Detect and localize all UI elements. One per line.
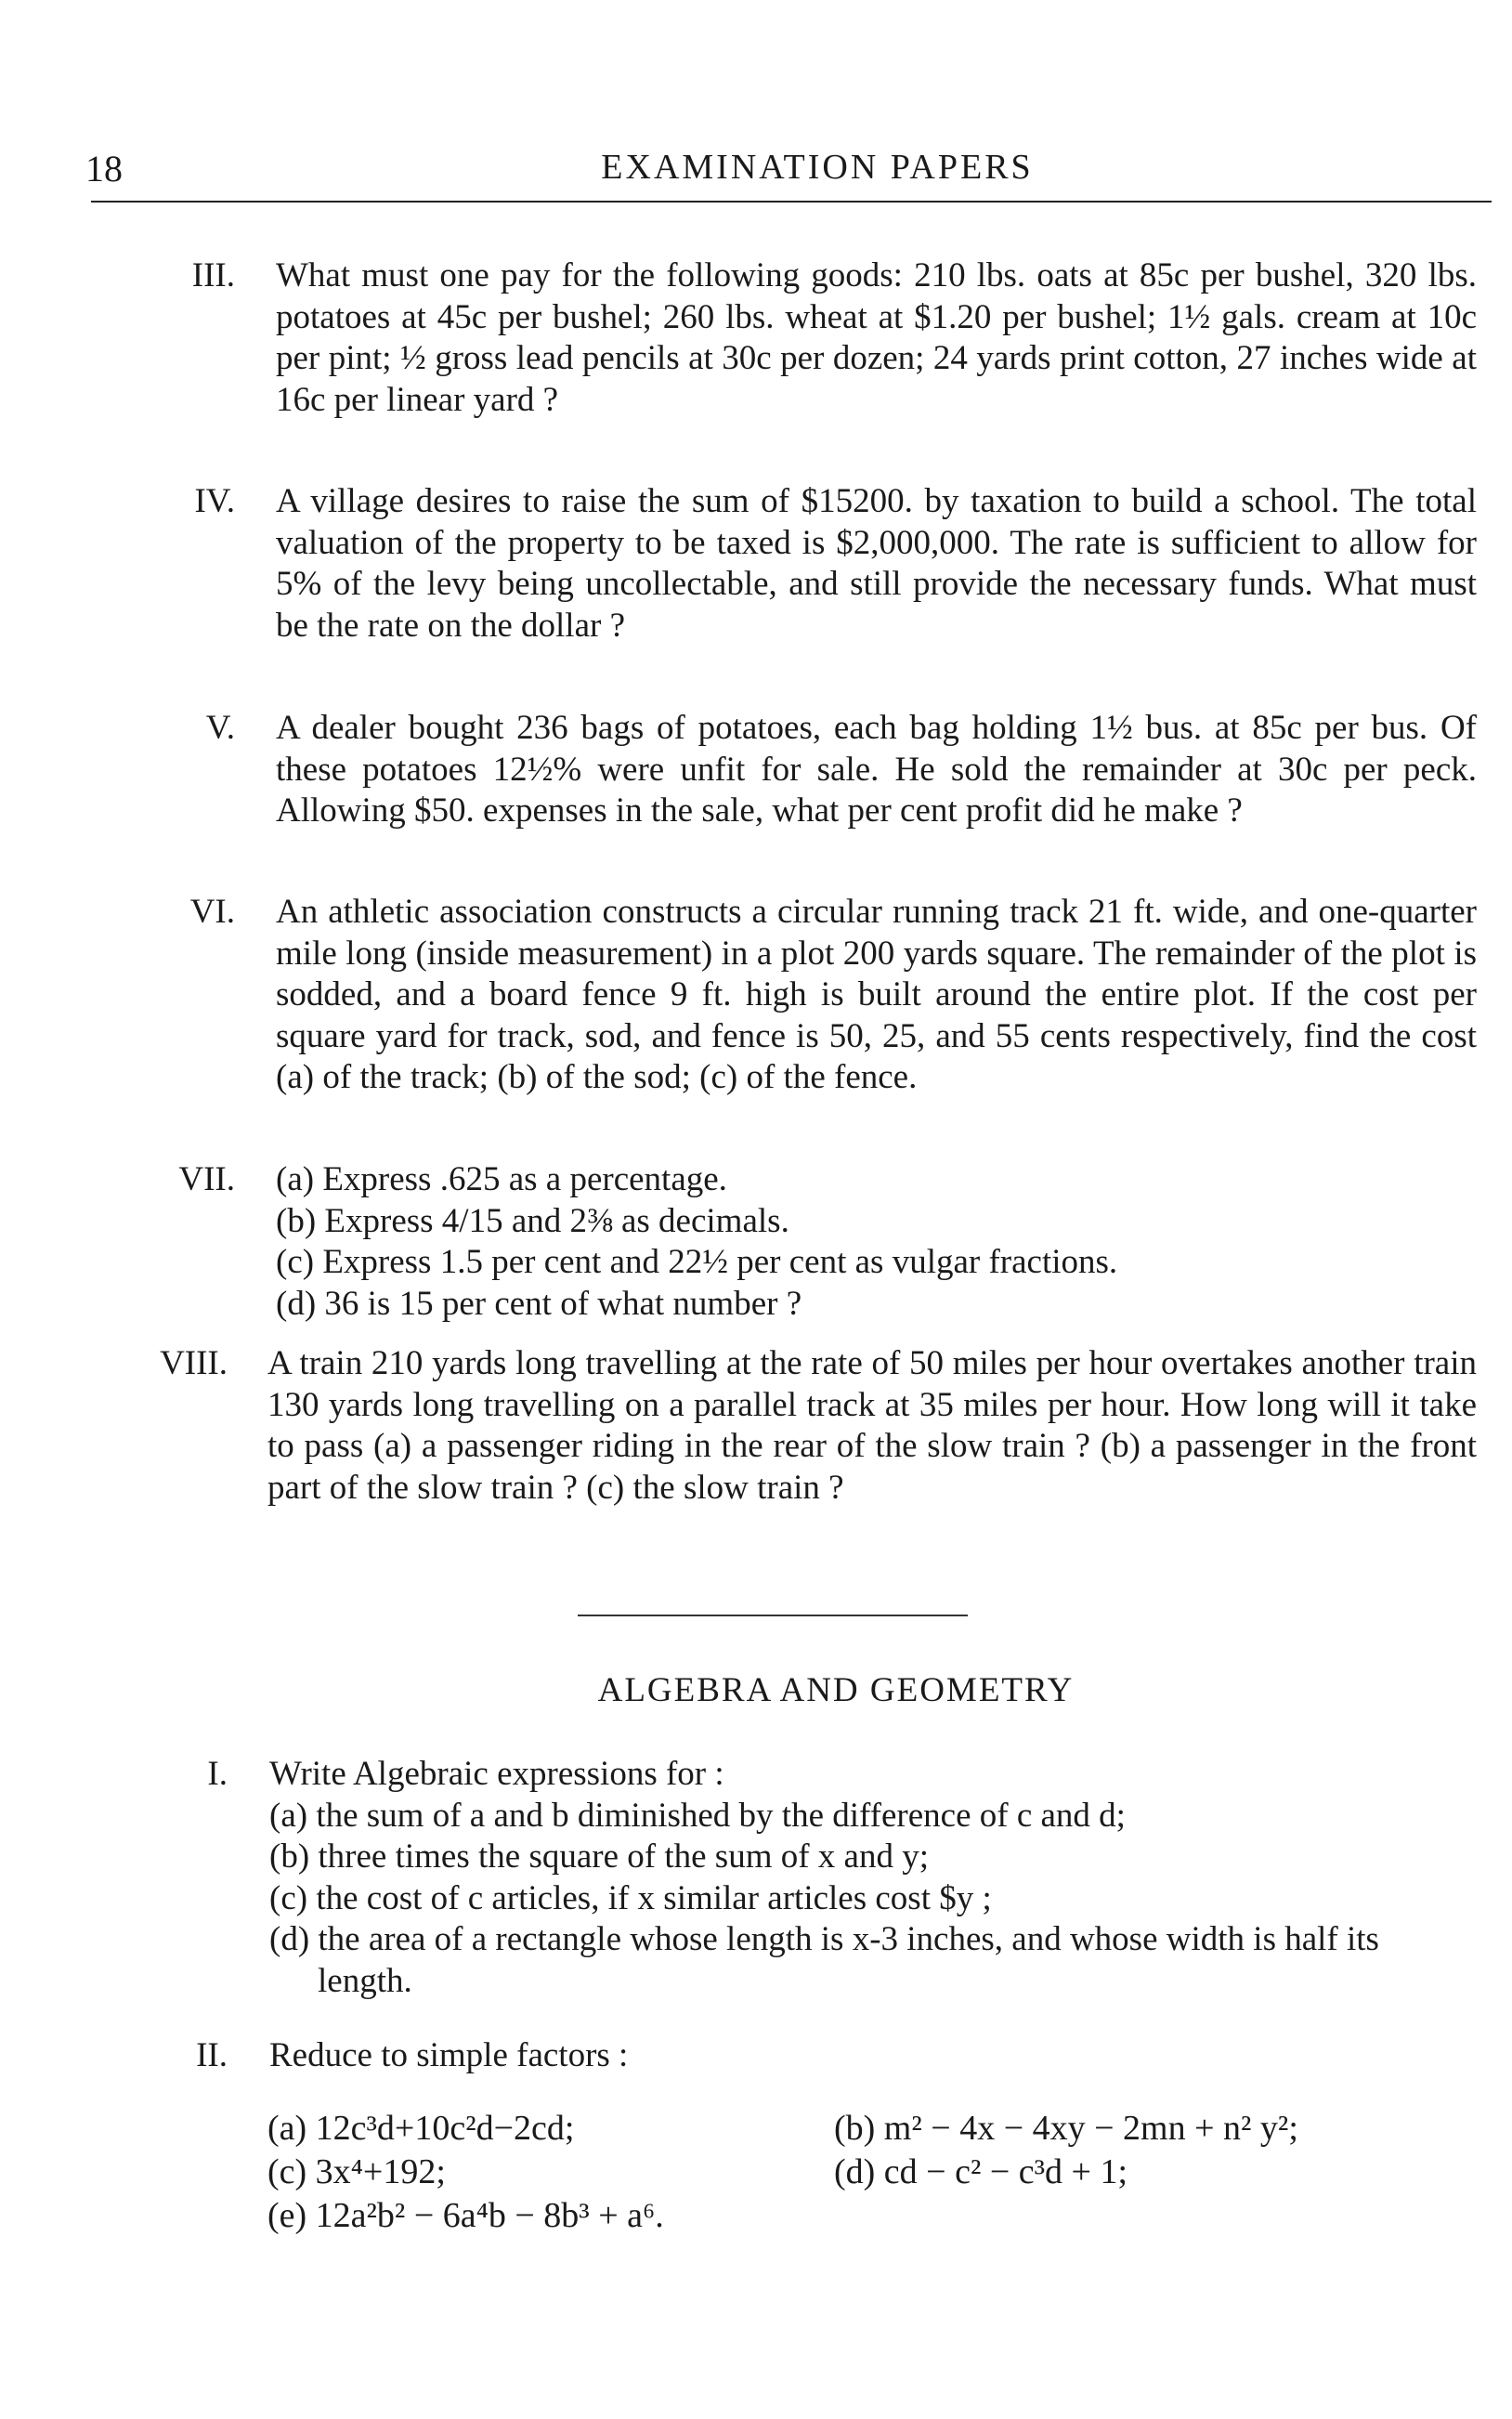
problem-number: V. [205,709,235,747]
problem-number: II. [196,2036,228,2074]
problem-parts [276,1159,1477,1325]
problem-number: VII. [178,1160,235,1198]
problem-number: IV. [194,482,235,520]
factor-row [267,2194,1493,2238]
part-c: (c) the cost of c articles, if x similar articles cost $y ; [269,1878,992,1917]
section-separator [578,1615,968,1616]
part-b: (b) Express 4/15 and 2⅜ as decimals. [276,1201,789,1240]
problem-intro: Reduce to simple factors : [269,2036,629,2074]
problem-text: A dealer bought 236 bags of potatoes, each bag holding 1½ bus. at 85c per bus. Of these potatoes 12½% were unfit for sale. He sold the remainder at 30c per peck. Allowing $50. expenses in the sale, what per cent profit did he make ? [276,709,1477,830]
problem-number: VIII. [160,1344,228,1382]
factor-c: (c) 3x⁴+192; [267,2152,446,2191]
factor-list [267,2107,1493,2238]
problem-number: III. [191,256,235,294]
problem-number: VI. [189,893,235,931]
header-rule [91,201,1492,203]
part-c: (c) Express 1.5 per cent and 22½ per cent as vulgar fractions. [276,1243,1118,1281]
part-d: (d) 36 is 15 per cent of what number ? [276,1284,802,1323]
part-a: (a) Express .625 as a percentage. [276,1160,727,1198]
part-b: (b) three times the square of the sum of x and y; [269,1837,929,1876]
problem-parts [269,1754,1477,2002]
running-title: EXAMINATION PAPERS [601,148,1034,187]
factor-row [267,2151,1493,2194]
factor-e: (e) 12a²b² − 6a⁴b − 8b³ + a⁶. [267,2196,664,2235]
factor-b: (b) m² − 4x − 4xy − 2mn + n² y²; [834,2109,1298,2148]
problem-text: What must one pay for the following goods: 210 lbs. oats at 85c per bushel, 320 lbs. potatoes at 45c per bushel; 260 lbs. wheat at $1.20 per bushel; 1½ gals. cream at 10c per pint; ½ gross lead pencils at 30c per dozen; 24 yards print cotton, 27 inches wide at 16c per linear yard ? [276,256,1477,419]
problem-text: A village desires to raise the sum of $15200. by taxation to build a school. The total valuation of the property to be taxed is $2,000,000. The rate is sufficient to allow for 5% of the levy being uncollectable, and still provide the necessary funds. What must be the rate on the dollar ? [276,482,1477,645]
problem-text: A train 210 yards long travelling at the rate of 50 miles per hour overtakes another train 130 yards long travelling on a parallel track at 35 miles per hour. How long will it take to pass (a) a passenger riding in the rear of the slow train ? (b) a passenger in the front part of the slow train ? (c) the slow train ? [267,1344,1477,1507]
factor-a: (a) 12c³d+10c²d−2cd; [267,2109,575,2148]
part-d: (d) the area of a rectangle whose length is x-3 inches, and whose width is half its length. [269,1920,1379,2000]
section-heading: ALGEBRA AND GEOMETRY [597,1671,1075,1709]
problem-intro: Write Algebraic expressions for : [269,1755,724,1793]
factor-d: (d) cd − c² − c³d + 1; [834,2152,1128,2191]
factor-row [267,2107,1493,2151]
problem-text: An athletic association constructs a circular running track 21 ft. wide, and one-quarter mile long (inside measurement) in a plot 200 yards square. The remainder of the plot is sodded, and a board fence 9 ft. high is built around the entire plot. If the cost per square yard for track, sod, and fence is 50, 25, and 55 cents respectively, find the cost (a) of the track; (b) of the sod; (c) of the fence. [276,893,1477,1096]
part-a: (a) the sum of a and b diminished by the difference of c and d; [269,1796,1126,1835]
page-number: 18 [85,148,123,190]
problem-number: I. [207,1755,228,1793]
